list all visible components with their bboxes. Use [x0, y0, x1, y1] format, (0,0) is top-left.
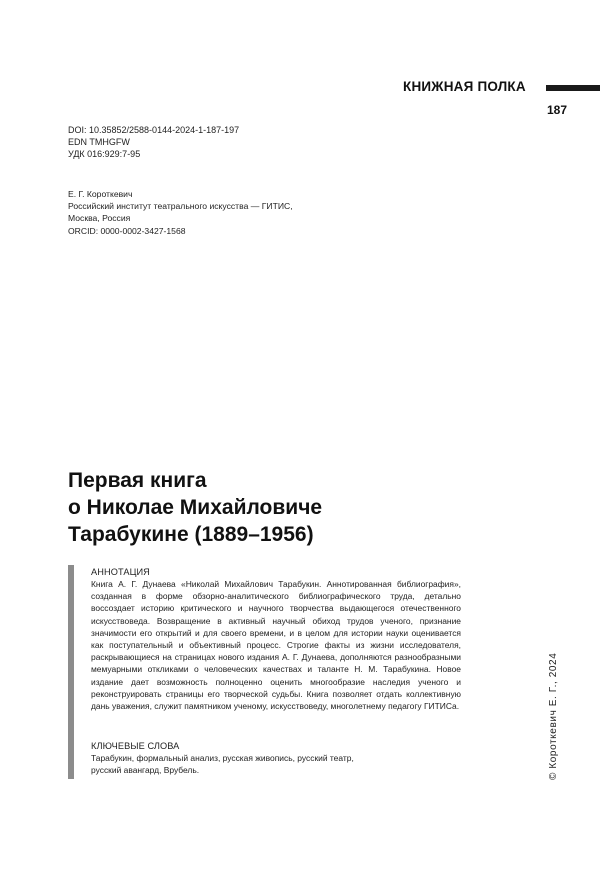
abstract-heading: АННОТАЦИЯ: [91, 567, 150, 577]
author-block: [68, 188, 293, 237]
article-metadata: [68, 124, 239, 160]
section-title: КНИЖНАЯ ПОЛКА: [403, 79, 526, 94]
abstract: [91, 566, 461, 712]
copyright-notice: © Короткевич Е. Г., 2024: [548, 652, 559, 780]
author-name: Е. Г. Короткевич: [68, 189, 133, 199]
abstract-accent-bar: [68, 565, 74, 779]
author-orcid: ORCID: 0000-0002-3427-1568: [68, 225, 186, 236]
title-line-2: о Николае Михайловиче: [68, 496, 323, 519]
author-location: Москва, Россия: [68, 213, 131, 224]
page-number: 187: [547, 103, 568, 117]
article-title: [68, 467, 488, 548]
keywords-line-2: русский авангард, Врубель.: [91, 765, 200, 776]
section-bar: [546, 85, 600, 91]
title-line-1: Первая книга: [68, 469, 207, 492]
udk: УДК 016:929:7-95: [68, 149, 141, 159]
keywords-heading: КЛЮЧЕВЫЕ СЛОВА: [91, 741, 180, 751]
title-line-3: Тарабукине (1889–1956): [68, 523, 314, 546]
keywords: [91, 740, 461, 776]
abstract-text: Книга А. Г. Дунаева «Николай Михайлович Тарабукин. Аннотированная библиография», созданная в форме обзорно-аналитического библиографического труда, детально воссоздает историю критического и научного творчества выдающегося отечественного искусствоведа. Возвращение в активный научный обиход трудов ученого, признание значимости его открытий и для своего времени, и в целом для истории науки оценивается как поступательный и объективный процесс. Строгие факты из жизни исследователя, раскрывающиеся на страницах нового издания А. Г. Дунаева, дополняются разнообразными мемуарными откликами о человеческих качествах и таланте Н. М. Тарабукина. Новое издание дает возможность полноценно оценить многообразие наследия ученого и реконструировать страницы его творческой судьбы. Книга позволяет отдать коллективную дань уважения, служит памятником ученому, искусствоведу, многолетнему педагогу ГИТИСа.: [91, 579, 461, 712]
keywords-line-1: Тарабукин, формальный анализ, русская живопись, русский театр,: [91, 753, 354, 763]
edn: EDN TMHGFW: [68, 137, 130, 147]
doi: DOI: 10.35852/2588-0144-2024-1-187-197: [68, 125, 240, 135]
author-affiliation: Российский институт театрального искусства — ГИТИС,: [68, 201, 293, 212]
